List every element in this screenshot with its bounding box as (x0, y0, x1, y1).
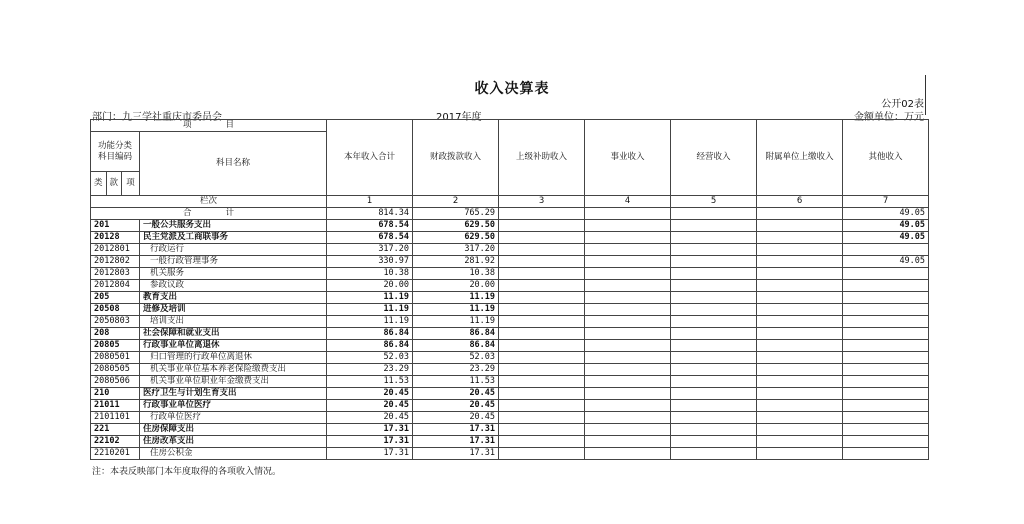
row-value: 86.84 (413, 340, 499, 352)
row-value (499, 316, 585, 328)
row-value (499, 376, 585, 388)
row-value: 317.20 (413, 244, 499, 256)
table-row (91, 304, 929, 316)
header-kuan: 款 (106, 172, 122, 196)
row-value (843, 304, 929, 316)
row-value (499, 232, 585, 244)
col-number-6: 7 (843, 196, 929, 208)
row-value (671, 316, 757, 328)
row-value (671, 412, 757, 424)
header-xiang: 项 (122, 172, 140, 196)
row-value (499, 412, 585, 424)
row-name: 参政议政 (140, 280, 327, 292)
table-row (91, 388, 929, 400)
row-value (585, 340, 671, 352)
col-header-0: 本年收入合计 (327, 120, 413, 196)
row-code: 2012801 (91, 244, 140, 256)
row-value (671, 244, 757, 256)
row-value (843, 352, 929, 364)
row-name: 机关事业单位基本养老保险缴费支出 (140, 364, 327, 376)
row-value (671, 292, 757, 304)
row-value (671, 340, 757, 352)
row-code: 210 (91, 388, 140, 400)
row-value (843, 268, 929, 280)
row-value: 678.54 (327, 220, 413, 232)
row-name: 教育支出 (140, 292, 327, 304)
row-value: 11.19 (413, 304, 499, 316)
row-value (671, 364, 757, 376)
row-value (671, 424, 757, 436)
row-value (757, 220, 843, 232)
row-value (499, 352, 585, 364)
row-value (757, 364, 843, 376)
row-code: 221 (91, 424, 140, 436)
row-code: 2080505 (91, 364, 140, 376)
table-row (91, 352, 929, 364)
row-value (757, 448, 843, 460)
header-lanci: 栏次 (91, 196, 327, 208)
row-value: 330.97 (327, 256, 413, 268)
row-name: 医疗卫生与计划生育支出 (140, 388, 327, 400)
row-value: 20.45 (327, 412, 413, 424)
year-label: 2017年度 (436, 112, 482, 123)
total-value (499, 208, 585, 220)
col-header-1: 财政拨款收入 (413, 120, 499, 196)
table-row (91, 376, 929, 388)
row-code: 2210201 (91, 448, 140, 460)
row-value (757, 424, 843, 436)
row-value (843, 316, 929, 328)
col-header-6: 其他收入 (843, 120, 929, 196)
row-code: 205 (91, 292, 140, 304)
table-row (91, 280, 929, 292)
row-name: 行政事业单位医疗 (140, 400, 327, 412)
total-row (91, 208, 929, 220)
row-value (843, 280, 929, 292)
row-name: 社会保障和就业支出 (140, 328, 327, 340)
table-row (91, 364, 929, 376)
row-value (585, 256, 671, 268)
row-value: 281.92 (413, 256, 499, 268)
row-name: 机关服务 (140, 268, 327, 280)
table-row (91, 400, 929, 412)
row-value (499, 244, 585, 256)
row-code: 21011 (91, 400, 140, 412)
row-name: 归口管理的行政单位离退休 (140, 352, 327, 364)
row-value (843, 412, 929, 424)
row-value (757, 400, 843, 412)
table-body (91, 120, 929, 460)
row-code: 2012802 (91, 256, 140, 268)
row-value (671, 448, 757, 460)
row-value: 20.45 (413, 412, 499, 424)
row-name: 进修及培训 (140, 304, 327, 316)
row-value (585, 424, 671, 436)
table-row (91, 436, 929, 448)
row-value: 11.19 (327, 292, 413, 304)
row-name: 一般公共服务支出 (140, 220, 327, 232)
row-value (671, 280, 757, 292)
row-value (671, 328, 757, 340)
row-value (671, 388, 757, 400)
row-value (585, 364, 671, 376)
table-row (91, 328, 929, 340)
row-code: 2080506 (91, 376, 140, 388)
row-value (499, 448, 585, 460)
table-row (91, 448, 929, 460)
header-subject-name: 科目名称 (140, 132, 327, 196)
total-value (757, 208, 843, 220)
row-value: 20.45 (327, 388, 413, 400)
row-value (843, 436, 929, 448)
row-value (499, 400, 585, 412)
row-name: 住房改革支出 (140, 436, 327, 448)
row-value (585, 220, 671, 232)
row-value (757, 244, 843, 256)
row-code: 201 (91, 220, 140, 232)
row-value (757, 352, 843, 364)
row-value (757, 436, 843, 448)
row-name: 行政单位医疗 (140, 412, 327, 424)
row-value: 10.38 (413, 268, 499, 280)
row-value (499, 304, 585, 316)
row-value: 86.84 (413, 328, 499, 340)
row-value (757, 280, 843, 292)
col-header-3: 事业收入 (585, 120, 671, 196)
row-value (671, 436, 757, 448)
row-name: 一般行政管理事务 (140, 256, 327, 268)
row-value: 17.31 (327, 448, 413, 460)
row-value (499, 328, 585, 340)
row-name: 住房公积金 (140, 448, 327, 460)
row-value (757, 340, 843, 352)
row-value: 11.19 (413, 292, 499, 304)
row-value: 49.05 (843, 256, 929, 268)
total-label: 合 计 (91, 208, 327, 220)
row-code: 2012803 (91, 268, 140, 280)
row-value: 86.84 (327, 328, 413, 340)
form-code: 公开02表 (881, 99, 924, 110)
row-value (585, 376, 671, 388)
lanci-row (91, 196, 929, 208)
table-row (91, 340, 929, 352)
row-value (757, 388, 843, 400)
table-row (91, 412, 929, 424)
row-value (843, 388, 929, 400)
row-value (499, 424, 585, 436)
row-value (671, 268, 757, 280)
row-value: 23.29 (413, 364, 499, 376)
row-value (499, 364, 585, 376)
row-value: 49.05 (843, 220, 929, 232)
row-value (671, 304, 757, 316)
row-code: 22102 (91, 436, 140, 448)
row-value (585, 352, 671, 364)
row-code: 20128 (91, 232, 140, 244)
row-value (843, 364, 929, 376)
row-value: 11.19 (327, 316, 413, 328)
row-value: 20.00 (327, 280, 413, 292)
row-value (671, 352, 757, 364)
row-value (585, 304, 671, 316)
row-value: 317.20 (327, 244, 413, 256)
row-code: 20508 (91, 304, 140, 316)
row-value: 20.45 (413, 400, 499, 412)
col-header-4: 经营收入 (671, 120, 757, 196)
row-value: 629.50 (413, 220, 499, 232)
row-value (757, 328, 843, 340)
row-code: 20805 (91, 340, 140, 352)
row-value: 678.54 (327, 232, 413, 244)
row-value (585, 280, 671, 292)
row-name: 行政事业单位离退休 (140, 340, 327, 352)
row-value (585, 316, 671, 328)
row-value: 23.29 (327, 364, 413, 376)
col-number-3: 4 (585, 196, 671, 208)
row-value (757, 304, 843, 316)
table-row (91, 424, 929, 436)
row-value: 10.38 (327, 268, 413, 280)
row-value (585, 268, 671, 280)
table-row (91, 256, 929, 268)
row-value (499, 292, 585, 304)
col-header-2: 上级补助收入 (499, 120, 585, 196)
total-value: 814.34 (327, 208, 413, 220)
row-value (585, 328, 671, 340)
row-value (671, 376, 757, 388)
row-code: 2050803 (91, 316, 140, 328)
col-number-2: 3 (499, 196, 585, 208)
row-value (671, 400, 757, 412)
row-code: 208 (91, 328, 140, 340)
row-value (499, 340, 585, 352)
row-value: 52.03 (327, 352, 413, 364)
row-value (757, 316, 843, 328)
row-name: 行政运行 (140, 244, 327, 256)
row-value (499, 388, 585, 400)
row-value (843, 448, 929, 460)
row-value (585, 412, 671, 424)
row-value (757, 256, 843, 268)
row-name: 培训支出 (140, 316, 327, 328)
row-value: 17.31 (413, 424, 499, 436)
header-func-code: 功能分类科目编码 (91, 132, 140, 172)
row-value: 20.45 (413, 388, 499, 400)
row-value: 17.31 (413, 436, 499, 448)
row-code: 2101101 (91, 412, 140, 424)
col-number-4: 5 (671, 196, 757, 208)
row-value: 11.19 (327, 304, 413, 316)
row-value: 52.03 (413, 352, 499, 364)
right-edge-line (925, 75, 926, 115)
row-name: 机关事业单位职业年金缴费支出 (140, 376, 327, 388)
total-value (585, 208, 671, 220)
table-row (91, 316, 929, 328)
row-value (585, 244, 671, 256)
row-value: 17.31 (327, 436, 413, 448)
row-value (843, 424, 929, 436)
row-value (843, 340, 929, 352)
row-value (757, 232, 843, 244)
row-code: 2080501 (91, 352, 140, 364)
row-value: 11.53 (413, 376, 499, 388)
col-number-5: 6 (757, 196, 843, 208)
row-value (585, 292, 671, 304)
row-value: 629.50 (413, 232, 499, 244)
row-value (843, 328, 929, 340)
row-value (499, 436, 585, 448)
row-value (671, 256, 757, 268)
row-value (585, 388, 671, 400)
row-value: 11.53 (327, 376, 413, 388)
header-item: 项 目 (91, 120, 327, 132)
footnote: 注：本表反映部门本年度取得的各项收入情况。 (92, 467, 282, 477)
row-name: 住房保障支出 (140, 424, 327, 436)
department-label: 部门：九三学社重庆市委员会 (92, 112, 222, 123)
row-value (585, 400, 671, 412)
row-value (757, 268, 843, 280)
row-value (843, 376, 929, 388)
row-value: 17.31 (327, 424, 413, 436)
row-value (671, 220, 757, 232)
table-row (91, 268, 929, 280)
col-header-5: 附属单位上缴收入 (757, 120, 843, 196)
table-row (91, 220, 929, 232)
income-table (90, 119, 929, 460)
row-value (585, 436, 671, 448)
header-lei: 类 (91, 172, 107, 196)
row-value: 17.31 (413, 448, 499, 460)
col-number-0: 1 (327, 196, 413, 208)
table-row (91, 244, 929, 256)
row-value (499, 268, 585, 280)
row-value: 11.19 (413, 316, 499, 328)
total-value (671, 208, 757, 220)
table-row (91, 292, 929, 304)
row-name: 民主党派及工商联事务 (140, 232, 327, 244)
row-value (843, 244, 929, 256)
table-row (91, 232, 929, 244)
report-title: 收入决算表 (474, 81, 550, 97)
total-value: 49.05 (843, 208, 929, 220)
unit-label: 金额单位：万元 (854, 112, 924, 123)
col-number-1: 2 (413, 196, 499, 208)
row-value: 20.00 (413, 280, 499, 292)
row-value (585, 448, 671, 460)
row-value: 86.84 (327, 340, 413, 352)
row-value (499, 220, 585, 232)
row-value (585, 232, 671, 244)
row-value: 49.05 (843, 232, 929, 244)
row-code: 2012804 (91, 280, 140, 292)
row-value (843, 292, 929, 304)
row-value (843, 400, 929, 412)
row-value: 20.45 (327, 400, 413, 412)
row-value (757, 412, 843, 424)
row-value (757, 376, 843, 388)
row-value (499, 280, 585, 292)
row-value (499, 256, 585, 268)
row-value (671, 232, 757, 244)
row-value (757, 292, 843, 304)
total-value: 765.29 (413, 208, 499, 220)
